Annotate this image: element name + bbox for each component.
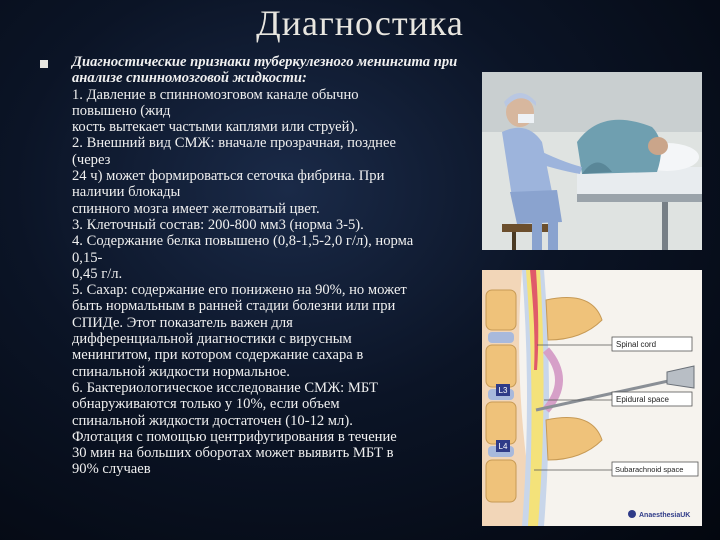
body-line: 6. Бактериологическое исследование СМЖ: МБТ [72, 379, 378, 396]
body-line: спинного мозга имеет желтоватый цвет. [72, 200, 320, 217]
body-line: кость вытекает частыми каплями или струей). [72, 119, 358, 136]
photo-illustration [482, 72, 702, 250]
label-spinal-cord: Spinal cord [616, 340, 657, 349]
body-line: наличии блокады [72, 184, 181, 201]
label-l4: L4 [498, 442, 508, 451]
body-line: спинальной жидкости достаточен (10-12 мл). [72, 412, 353, 429]
body-line: 30 мин на больших оборотах может выявить МБТ в [72, 445, 394, 462]
brand-text: AnaesthesiaUK [639, 512, 691, 519]
lumbar-puncture-photo [482, 72, 702, 250]
body-line: 0,45 г/л. [72, 265, 123, 282]
label-subarachnoid: Subarachnoid space [615, 465, 684, 474]
body-line: 4. Содержание белка повышено (0,8-1,5-2,0 г/л), норма [72, 233, 414, 250]
body-line: дифференциальной диагностики с вирусным [72, 331, 352, 348]
body-text [72, 54, 484, 478]
body-line: 1. Давление в спинномозговом канале обычно [72, 86, 359, 103]
brand-logo-icon [628, 510, 636, 518]
spine-illustration [482, 270, 702, 526]
body-line: 3. Клеточный состав: 200-800 мм3 (норма 3-5). [72, 216, 364, 233]
bullet-marker [40, 60, 48, 68]
body-line: (через [72, 151, 111, 168]
body-line: 5. Сахар: содержание его понижено на 90%, но может [72, 282, 407, 299]
body-heading: Диагностические признаки туберкулезного менингита при анализе спинномозговой жидкости: [72, 54, 458, 87]
slide-title: Диагностика [256, 3, 464, 43]
body-line: СПИДе. Этот показатель важен для [72, 314, 293, 331]
body-line: спинальной жидкости нормальное. [72, 363, 290, 380]
body-line: 24 ч) может формироваться сеточка фибрина. При [72, 168, 385, 185]
body-line: обнаруживаются только у 10%, если объем [72, 396, 340, 413]
body-line: быть нормальным в ранней стадии болезни или при [72, 298, 396, 315]
label-l3: L3 [498, 386, 508, 395]
spine-diagram [482, 270, 702, 526]
body-line: Флотация с помощью центрифугирования в течение [72, 428, 397, 445]
body-line: повышено (жид [72, 102, 171, 119]
body-line: 90% случаев [72, 461, 151, 478]
label-epidural: Epidural space [616, 395, 669, 404]
body-line: 2. Внешний вид СМЖ: вначале прозрачная, позднее [72, 135, 396, 152]
body-line: менингитом, при котором содержание сахара в [72, 347, 364, 364]
body-line: 0,15- [72, 249, 103, 266]
